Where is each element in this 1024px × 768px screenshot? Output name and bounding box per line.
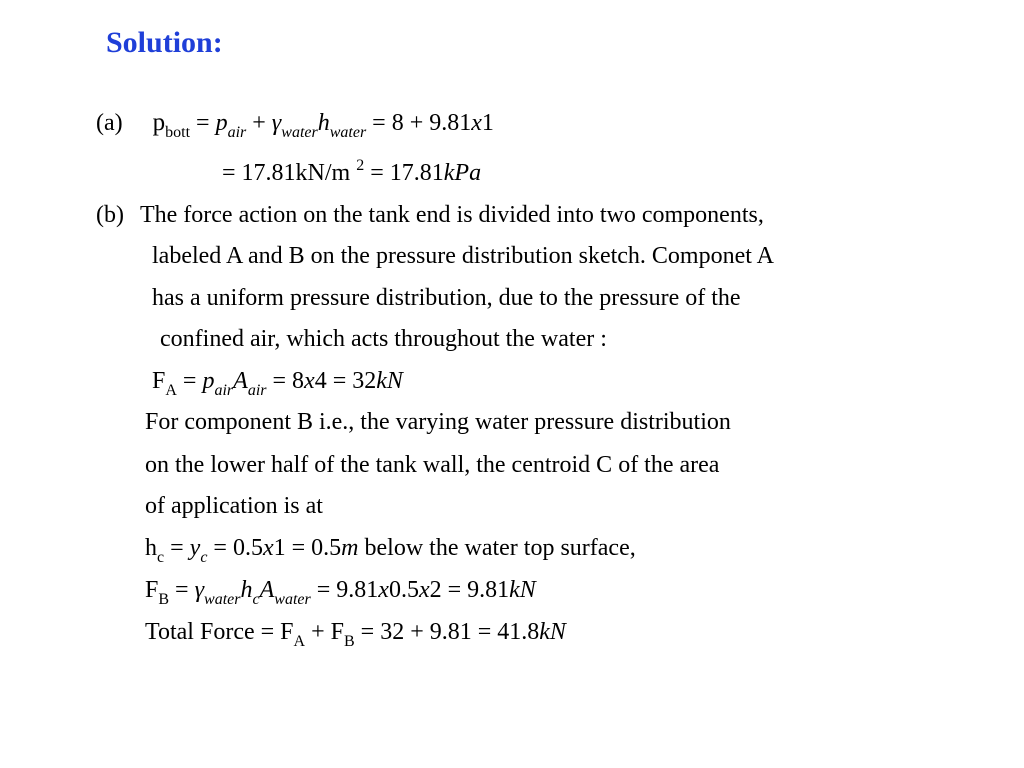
part-b-text-line: For component B i.e., the varying water pressure distribution (145, 409, 731, 435)
part-b-text-line: (b) The force action on the tank end is divided into two components, (96, 202, 764, 228)
part-b-text-line: on the lower half of the tank wall, the centroid C of the area (145, 452, 720, 478)
equation-total-force: Total Force = $F_A + F_B = 32 + 9.81 = 41.8kN$ (145, 619, 566, 650)
part-b-text-line: has a uniform pressure distribution, due to the pressure of the (152, 285, 741, 311)
part-a-label: (a) (96, 110, 123, 136)
equation-fa: $F_A = p_{air}A_{air} = 8x4 = 32kN$ (152, 368, 403, 399)
equation-fb: $F_B = \gamma_{water}h_cA_{water} = 9.81x0.5x2 = 9.81kN$ (145, 577, 536, 608)
part-b-text-line: confined air, which acts throughout the water : (160, 326, 607, 352)
part-b-text-line: of application is at (145, 493, 323, 519)
part-b-label: (b) (96, 202, 124, 228)
equation-p-bott: (a) $p_{bott} = p_{air} + \gamma_{water}h_{water} = 8 + 9.81x1$ (96, 109, 494, 141)
page-title: Solution: (106, 26, 223, 59)
part-b-text-line: labeled A and B on the pressure distribution sketch. Componet A (152, 243, 774, 269)
equation-hc: $h_c = y_c = 0.5x1 = 0.5m$ below the water top surface, (145, 535, 636, 566)
equation-p-bott-result: = 17.81kN/m $^2$ = 17.81kPa (222, 157, 482, 186)
